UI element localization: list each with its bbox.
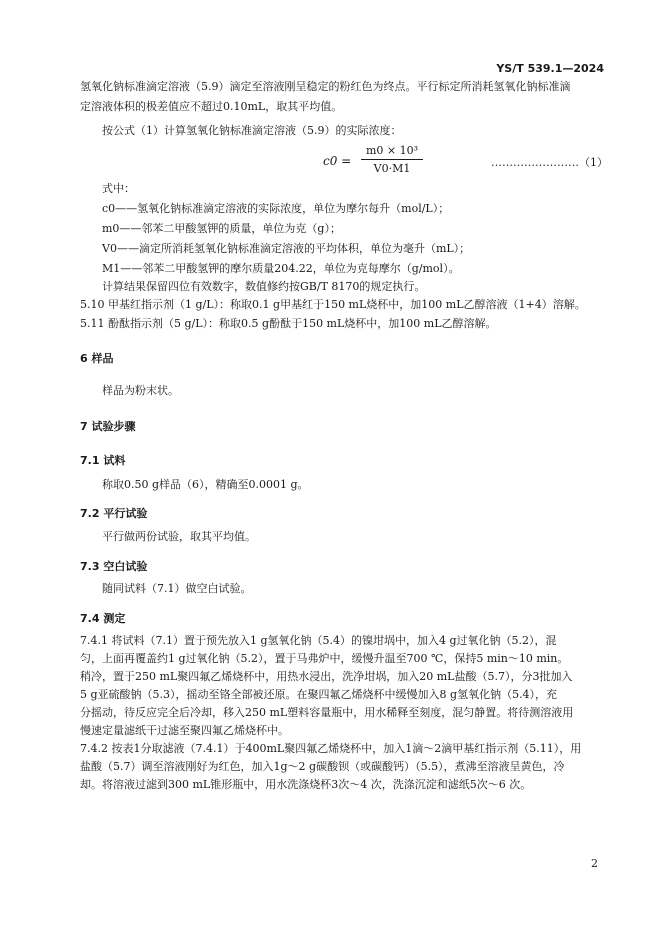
clause-5-11: 5.11 酚酞指示剂（5 g/L）：称取0.5 g酚酞于150 mL烧杯中，加100 mL乙醇溶解。 <box>80 317 497 330</box>
clause-7-4-1: 7.4.1 将试料（7.1）置于预先放入1 g氢氧化钠（5.4）的镍坩埚中，加入4 g过氧化钠（5.2），混 <box>80 634 557 647</box>
fraction-bar <box>361 159 423 160</box>
paragraph-line: 定溶液体积的极差值应不超过0.10mL，取其平均值。 <box>80 100 343 113</box>
section-heading-6: 6 样品 <box>80 352 114 365</box>
subsection-heading-7-2: 7.2 平行试验 <box>80 507 148 520</box>
paragraph-line: 计算结果保留四位有效数字，数值修约按GB/T 8170的规定执行。 <box>102 280 426 293</box>
section-heading-7: 7 试验步骤 <box>80 420 136 433</box>
paragraph-line: 5 g亚硫酸钠（5.3），摇动至铬全部被还原。在聚四氟乙烯烧杯中缓慢加入8 g氢氧化钠（5.4），充 <box>80 688 558 701</box>
paragraph-line: 匀，上面再覆盖约1 g过氧化钠（5.2），置于马弗炉中，缓慢升温至700 ℃，保持5 min～10 min。 <box>80 652 569 665</box>
page-number: 2 <box>591 857 598 870</box>
paragraph-line: 氢氧化钠标准滴定溶液（5.9）滴定至溶液刚呈稳定的粉红色为终点。平行标定所消耗氢氧化钠标准滴 <box>80 80 571 93</box>
paragraph-line: 称取0.50 g样品（6），精确至0.0001 g。 <box>102 478 309 491</box>
variable-definition: V0——滴定所消耗氢氧化钠标准滴定溶液的平均体积，单位为毫升（mL）； <box>102 242 471 255</box>
clause-7-4-2: 7.4.2 按表1分取滤液（7.4.1）于400mL聚四氟乙烯烧杯中，加入1滴～2滴甲基红指示剂（5.11），用 <box>80 742 582 755</box>
paragraph-line: 却。将溶液过滤到300 mL锥形瓶中，用水洗涤烧杯3次～4 次，洗涤沉淀和滤纸5次～6 次。 <box>80 778 532 791</box>
paragraph-line: 随同试料（7.1）做空白试验。 <box>102 582 252 595</box>
standard-code: YS/T 539.1—2024 <box>496 62 604 75</box>
formula-1 <box>323 144 433 180</box>
paragraph-line: 式中： <box>102 182 135 195</box>
variable-definition: c0——氢氧化钠标准滴定溶液的实际浓度，单位为摩尔每升（mol/L）； <box>102 202 450 215</box>
formula-fraction <box>361 144 423 175</box>
paragraph-line: 慢速定量滤纸干过滤至聚四氟乙烯烧杯中。 <box>80 724 289 737</box>
formula-numerator: m0 × 10³ <box>365 144 419 157</box>
formula-number: ……………………（1） <box>491 156 608 169</box>
paragraph-line: 按公式（1）计算氢氧化钠标准滴定溶液（5.9）的实际浓度： <box>102 124 402 137</box>
variable-definition: M1——邻苯二甲酸氢钾的摩尔质量204.22，单位为克每摩尔（g/mol）。 <box>102 262 460 275</box>
formula-lhs: c0 = <box>323 154 352 168</box>
subsection-heading-7-1: 7.1 试料 <box>80 454 126 467</box>
paragraph-line: 分摇动，待反应完全后冷却，移入250 mL塑料容量瓶中，用水稀释至刻度，混匀静置。将待测溶液用 <box>80 706 574 719</box>
clause-5-10: 5.10 甲基红指示剂（1 g/L）：称取0.1 g甲基红于150 mL烧杯中，加100 mL乙醇溶液（1+4）溶解。 <box>80 298 586 311</box>
paragraph-line: 平行做两份试验，取其平均值。 <box>102 530 256 543</box>
subsection-heading-7-4: 7.4 测定 <box>80 612 126 625</box>
paragraph-line: 稍冷，置于250 mL聚四氟乙烯烧杯中，用热水浸出，洗净坩埚，加入20 mL盐酸（5.7），分3批加入 <box>80 670 573 683</box>
subsection-heading-7-3: 7.3 空白试验 <box>80 560 148 573</box>
formula-denominator: V0·M1 <box>373 162 411 175</box>
paragraph-line: 盐酸（5.7）调至溶液刚好为红色，加入1g～2 g碳酸钡（或碳酸钙）（5.5），煮沸至溶液呈黄色，冷 <box>80 760 565 773</box>
paragraph-line: 样品为粉末状。 <box>102 384 179 397</box>
variable-definition: m0——邻苯二甲酸氢钾的质量，单位为克（g）； <box>102 222 341 235</box>
